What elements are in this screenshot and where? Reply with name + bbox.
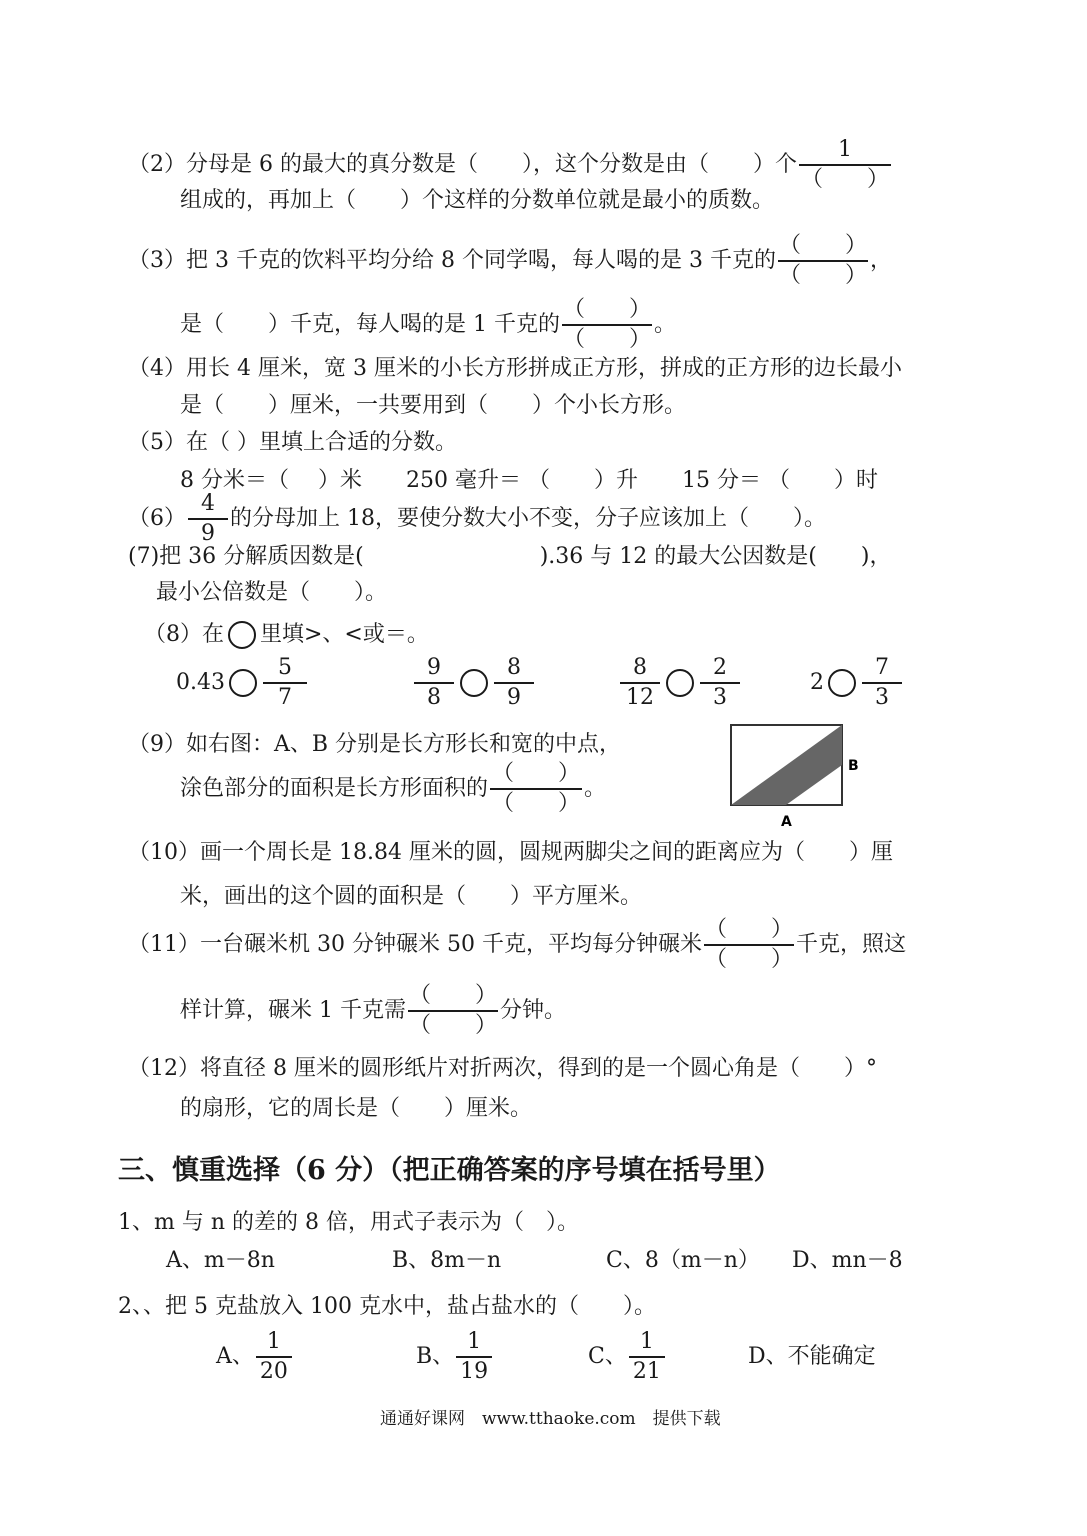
choice-1-option-b: B、8m－n	[392, 1248, 502, 1273]
choice-1-option-c: C、8（m－n）	[606, 1248, 760, 1273]
q12-line2: 的扇形，它的周长是（ ）厘米。	[180, 1096, 533, 1121]
q9-line2	[180, 760, 606, 818]
q11-text-2b: 分钟。	[499, 998, 566, 1023]
compare-circle[interactable]	[229, 669, 257, 697]
q3-f1-num: （ ）	[778, 233, 867, 258]
q8-c4-fraction	[862, 654, 902, 712]
choice-2-a-fraction	[256, 1328, 292, 1386]
rectangle-diagram	[726, 720, 876, 832]
frac-num: 1	[266, 1329, 281, 1354]
frac-den: 7	[277, 685, 292, 710]
q8-c1-fraction	[263, 654, 307, 712]
q3-f1-den: （ ）	[778, 263, 867, 288]
q8-line1	[144, 620, 429, 650]
q9-period: 。	[584, 776, 607, 801]
q11-text-2: 样计算，碾米 1 千克需	[180, 998, 406, 1023]
q6-text: 的分母加上 18，要使分数大小不变，分子应该加上（ ）。	[230, 506, 826, 531]
q6-label: （6）	[128, 506, 186, 531]
compare-circle[interactable]	[666, 669, 694, 697]
q8-label: （8）在	[144, 622, 224, 647]
frac-den: 3	[875, 685, 889, 710]
frac-num: 2	[713, 655, 727, 680]
choice-2-b-fraction	[456, 1328, 492, 1386]
q8-text: 里填>、<或＝。	[260, 622, 429, 647]
section-3-heading: 三、慎重选择（6 分）（把正确答案的序号填在括号里）	[118, 1155, 781, 1186]
q11-fraction-2	[408, 982, 498, 1040]
q8-c2-fraction-left	[414, 654, 454, 712]
q10-line1: （10）画一个周长是 18.84 厘米的圆，圆规两脚尖之间的距离应为（ ）厘	[128, 840, 893, 865]
q2-fraction	[799, 136, 891, 194]
frac-num: 8	[507, 655, 521, 680]
q3-f2-den: （ ）	[562, 327, 651, 352]
label-b: B	[848, 758, 859, 774]
q8-c4-left: 2	[810, 670, 824, 695]
frac-den: 8	[427, 685, 441, 710]
q11-f1-den: （ ）	[704, 947, 793, 972]
q8-c3-fraction-left	[620, 654, 660, 712]
q6-fraction	[188, 490, 228, 548]
choice-2-option-b	[416, 1328, 494, 1386]
footer: 通通好课网 www.tthaoke.com 提供下载	[380, 1409, 721, 1429]
q3-fraction-1	[778, 232, 868, 290]
q5-line1: （5）在（ ）里填上合适的分数。	[128, 430, 457, 455]
q2-frac-num: 1	[837, 137, 852, 162]
option-label: C、	[588, 1344, 627, 1369]
q11-f2-num: （ ）	[408, 983, 497, 1008]
frac-den: 19	[460, 1359, 489, 1384]
q9-line1: （9）如右图：A、B 分别是长方形长和宽的中点，	[128, 732, 622, 757]
q11-line2	[180, 982, 566, 1040]
choice-1-option-d: D、mn－8	[792, 1248, 903, 1273]
choice-2-c-fraction	[629, 1328, 665, 1386]
q11-f1-num: （ ）	[704, 917, 793, 942]
frac-den: 20	[259, 1359, 288, 1384]
choice-1-question: 1、m 与 n 的差的 8 倍，用式子表示为（ ）。	[118, 1210, 579, 1235]
q6-frac-den: 9	[201, 521, 215, 546]
choice-2-option-a	[216, 1328, 294, 1386]
q2-line2: 组成的，再加上（ ）个这样的分数单位就是最小的质数。	[180, 188, 775, 213]
frac-num: 7	[875, 655, 889, 680]
q3-f2-num: （ ）	[562, 297, 651, 322]
frac-den: 9	[507, 685, 521, 710]
q8-c1-left: 0.43	[176, 670, 225, 695]
choice-1-option-a: A、m－8n	[166, 1248, 275, 1273]
q2-text: （2）分母是 6 的最大的真分数是（ ），这个分数是由（ ）个	[128, 152, 797, 177]
q8-c3-fraction-right	[700, 654, 740, 712]
q11-f2-den: （ ）	[408, 1013, 497, 1038]
q9-frac-num: （ ）	[492, 761, 581, 786]
q12-line1: （12）将直径 8 厘米的圆形纸片对折两次，得到的是一个圆心角是（ ）°	[128, 1056, 877, 1081]
q3-text-2: 是（ ）千克，每人喝的是 1 千克的	[180, 312, 560, 337]
option-label: B、	[416, 1344, 455, 1369]
q3-fraction-2	[562, 296, 652, 354]
q5-line2: 8 分米＝（ ）米 250 毫升＝ （ ）升 15 分＝ （ ）时	[180, 468, 878, 493]
frac-num: 9	[427, 655, 441, 680]
q11-line1	[128, 916, 906, 974]
choice-2-option-c	[588, 1328, 667, 1386]
option-label: A、	[216, 1344, 254, 1369]
q8-c2-fraction-right	[494, 654, 534, 712]
frac-den: 12	[626, 685, 654, 710]
q9-fraction	[490, 760, 582, 818]
frac-den: 21	[632, 1359, 661, 1384]
circle-icon	[228, 621, 256, 649]
q9-text: 涂色部分的面积是长方形面积的	[180, 776, 489, 801]
frac-den: 3	[713, 685, 727, 710]
q6-line	[128, 490, 826, 548]
compare-circle[interactable]	[460, 669, 488, 697]
q3-text: （3）把 3 千克的饮料平均分给 8 个同学喝，每人喝的是 3 千克的	[128, 248, 776, 273]
q11-text: （11）一台碾米机 30 分钟碾米 50 千克，平均每分钟碾米	[128, 932, 702, 957]
q4-line2: 是（ ）厘米，一共要用到（ ）个小长方形。	[180, 393, 687, 418]
q11-fraction-1	[704, 916, 794, 974]
label-a: A	[781, 814, 792, 830]
q8-item-1	[176, 654, 309, 712]
q2-frac-den: （ ）	[800, 167, 889, 192]
q3-period: 。	[654, 312, 677, 337]
q3-line2	[180, 296, 676, 354]
q8-item-4	[810, 654, 904, 712]
frac-num: 5	[277, 655, 292, 680]
choice-2-question: 2、、把 5 克盐放入 100 克水中，盐占盐水的（ ）。	[118, 1294, 656, 1319]
q3-comma: ，	[869, 248, 892, 273]
frac-num: 1	[467, 1329, 482, 1354]
q6-frac-num: 4	[201, 491, 215, 516]
q7-line2: 最小公倍数是（ ）。	[156, 580, 388, 605]
choice-2-option-d: D、不能确定	[748, 1344, 876, 1369]
compare-circle[interactable]	[828, 669, 856, 697]
frac-num: 8	[633, 655, 647, 680]
q9-frac-den: （ ）	[492, 791, 581, 816]
q8-item-3	[618, 654, 742, 712]
q11-text-b: 千克，照这	[795, 932, 906, 957]
q8-item-2	[412, 654, 536, 712]
q3-line1	[128, 232, 892, 290]
q4-line1: （4）用长 4 厘米，宽 3 厘米的小长方形拼成正方形，拼成的正方形的边长最小	[128, 356, 902, 381]
frac-num: 1	[639, 1329, 654, 1354]
q10-line2: 米，画出的这个圆的面积是（ ）平方厘米。	[180, 884, 643, 909]
q7-line1: (7)把 36 分解质因数是( ).36 与 12 的最大公因数是( )，	[128, 544, 892, 569]
